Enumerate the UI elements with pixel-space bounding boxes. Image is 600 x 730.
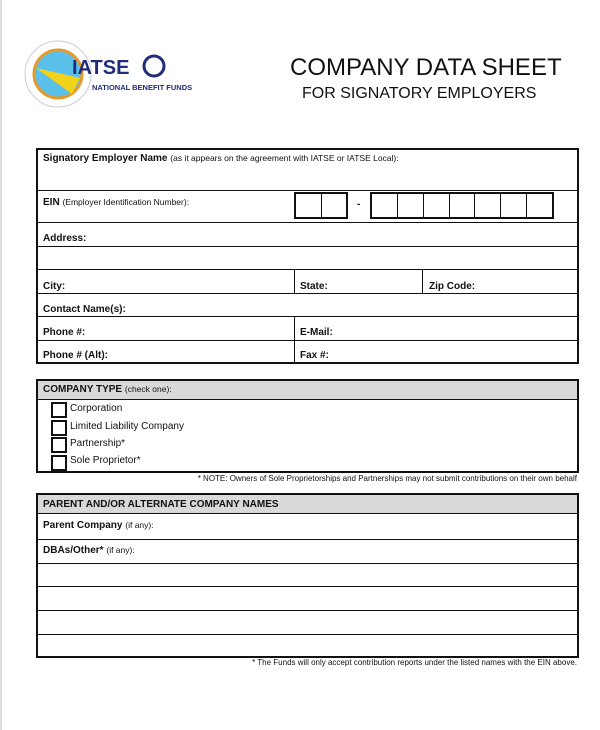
city-state-zip-row — [38, 270, 577, 294]
corporation-label: Corporation — [70, 403, 123, 414]
employer-name-field[interactable] — [38, 150, 577, 191]
phone-email-row — [38, 317, 577, 341]
company-names-header — [38, 495, 577, 514]
address-label: Address: — [43, 233, 87, 244]
dba-field[interactable] — [38, 540, 577, 564]
dba-line-2[interactable] — [38, 587, 577, 611]
company-type-title: COMPANY TYPE — [43, 384, 123, 395]
dba-line-1[interactable] — [38, 564, 577, 587]
ein-suffix-boxes[interactable] — [370, 192, 554, 219]
parent-company-label: Parent Company — [43, 520, 123, 531]
phone-alt-label: Phone # (Alt): — [43, 350, 108, 361]
phone-label: Phone #: — [43, 327, 86, 338]
address-line-2-field[interactable] — [38, 247, 577, 270]
company-names-note: * The Funds will only accept contribution reports under the listed names with the EIN above. — [252, 658, 577, 667]
employer-info-section — [36, 148, 579, 364]
ein-prefix-boxes[interactable] — [294, 192, 348, 219]
employer-name-label: Signatory Employer Name — [43, 153, 168, 164]
phone-alt-fax-row — [38, 341, 577, 364]
company-type-hint: (check one): — [124, 384, 172, 394]
iatse-logo — [22, 38, 192, 110]
page-title: COMPANY DATA SHEET — [290, 54, 562, 81]
dba-line-3[interactable] — [38, 611, 577, 635]
svg-text:IATSE: IATSE — [72, 57, 130, 79]
dba-line-4[interactable] — [38, 635, 577, 656]
zip-label: Zip Code: — [429, 281, 476, 292]
company-type-section — [36, 379, 579, 473]
corporation-checkbox[interactable] — [51, 402, 67, 418]
company-names-section — [36, 493, 579, 658]
svg-text:NATIONAL BENEFIT FUNDS: NATIONAL BENEFIT FUNDS — [92, 83, 192, 92]
partnership-checkbox[interactable] — [51, 437, 67, 453]
page-subtitle: FOR SIGNATORY EMPLOYERS — [302, 85, 537, 102]
contact-field[interactable] — [38, 294, 577, 317]
contact-label: Contact Name(s): — [43, 304, 126, 315]
dba-hint: (if any): — [106, 545, 135, 555]
ein-label: EIN — [43, 197, 60, 208]
llc-label: Limited Liability Company — [70, 421, 184, 432]
parent-company-hint: (if any): — [125, 520, 154, 530]
sole-proprietor-label: Sole Proprietor* — [70, 455, 141, 466]
partnership-label: Partnership* — [70, 438, 126, 449]
parent-company-field[interactable] — [38, 514, 577, 540]
fax-label: Fax #: — [300, 350, 329, 361]
company-names-title: PARENT AND/OR ALTERNATE COMPANY NAMES — [43, 499, 279, 510]
company-type-header — [38, 381, 577, 400]
state-label: State: — [300, 281, 328, 292]
sole-proprietor-checkbox[interactable] — [51, 455, 67, 471]
address-field[interactable] — [38, 223, 577, 247]
dba-label: DBAs/Other* — [43, 545, 104, 556]
ein-dash: - — [357, 199, 361, 210]
employer-name-hint: (as it appears on the agreement with IATSE or IATSE Local): — [170, 153, 399, 163]
company-type-note: * NOTE: Owners of Sole Proprietorships and Partnerships may not submit contributions on their own behalf — [197, 474, 577, 483]
city-label: City: — [43, 281, 66, 292]
ein-hint: (Employer Identification Number): — [62, 197, 190, 207]
email-label: E-Mail: — [300, 327, 333, 338]
llc-checkbox[interactable] — [51, 420, 67, 436]
